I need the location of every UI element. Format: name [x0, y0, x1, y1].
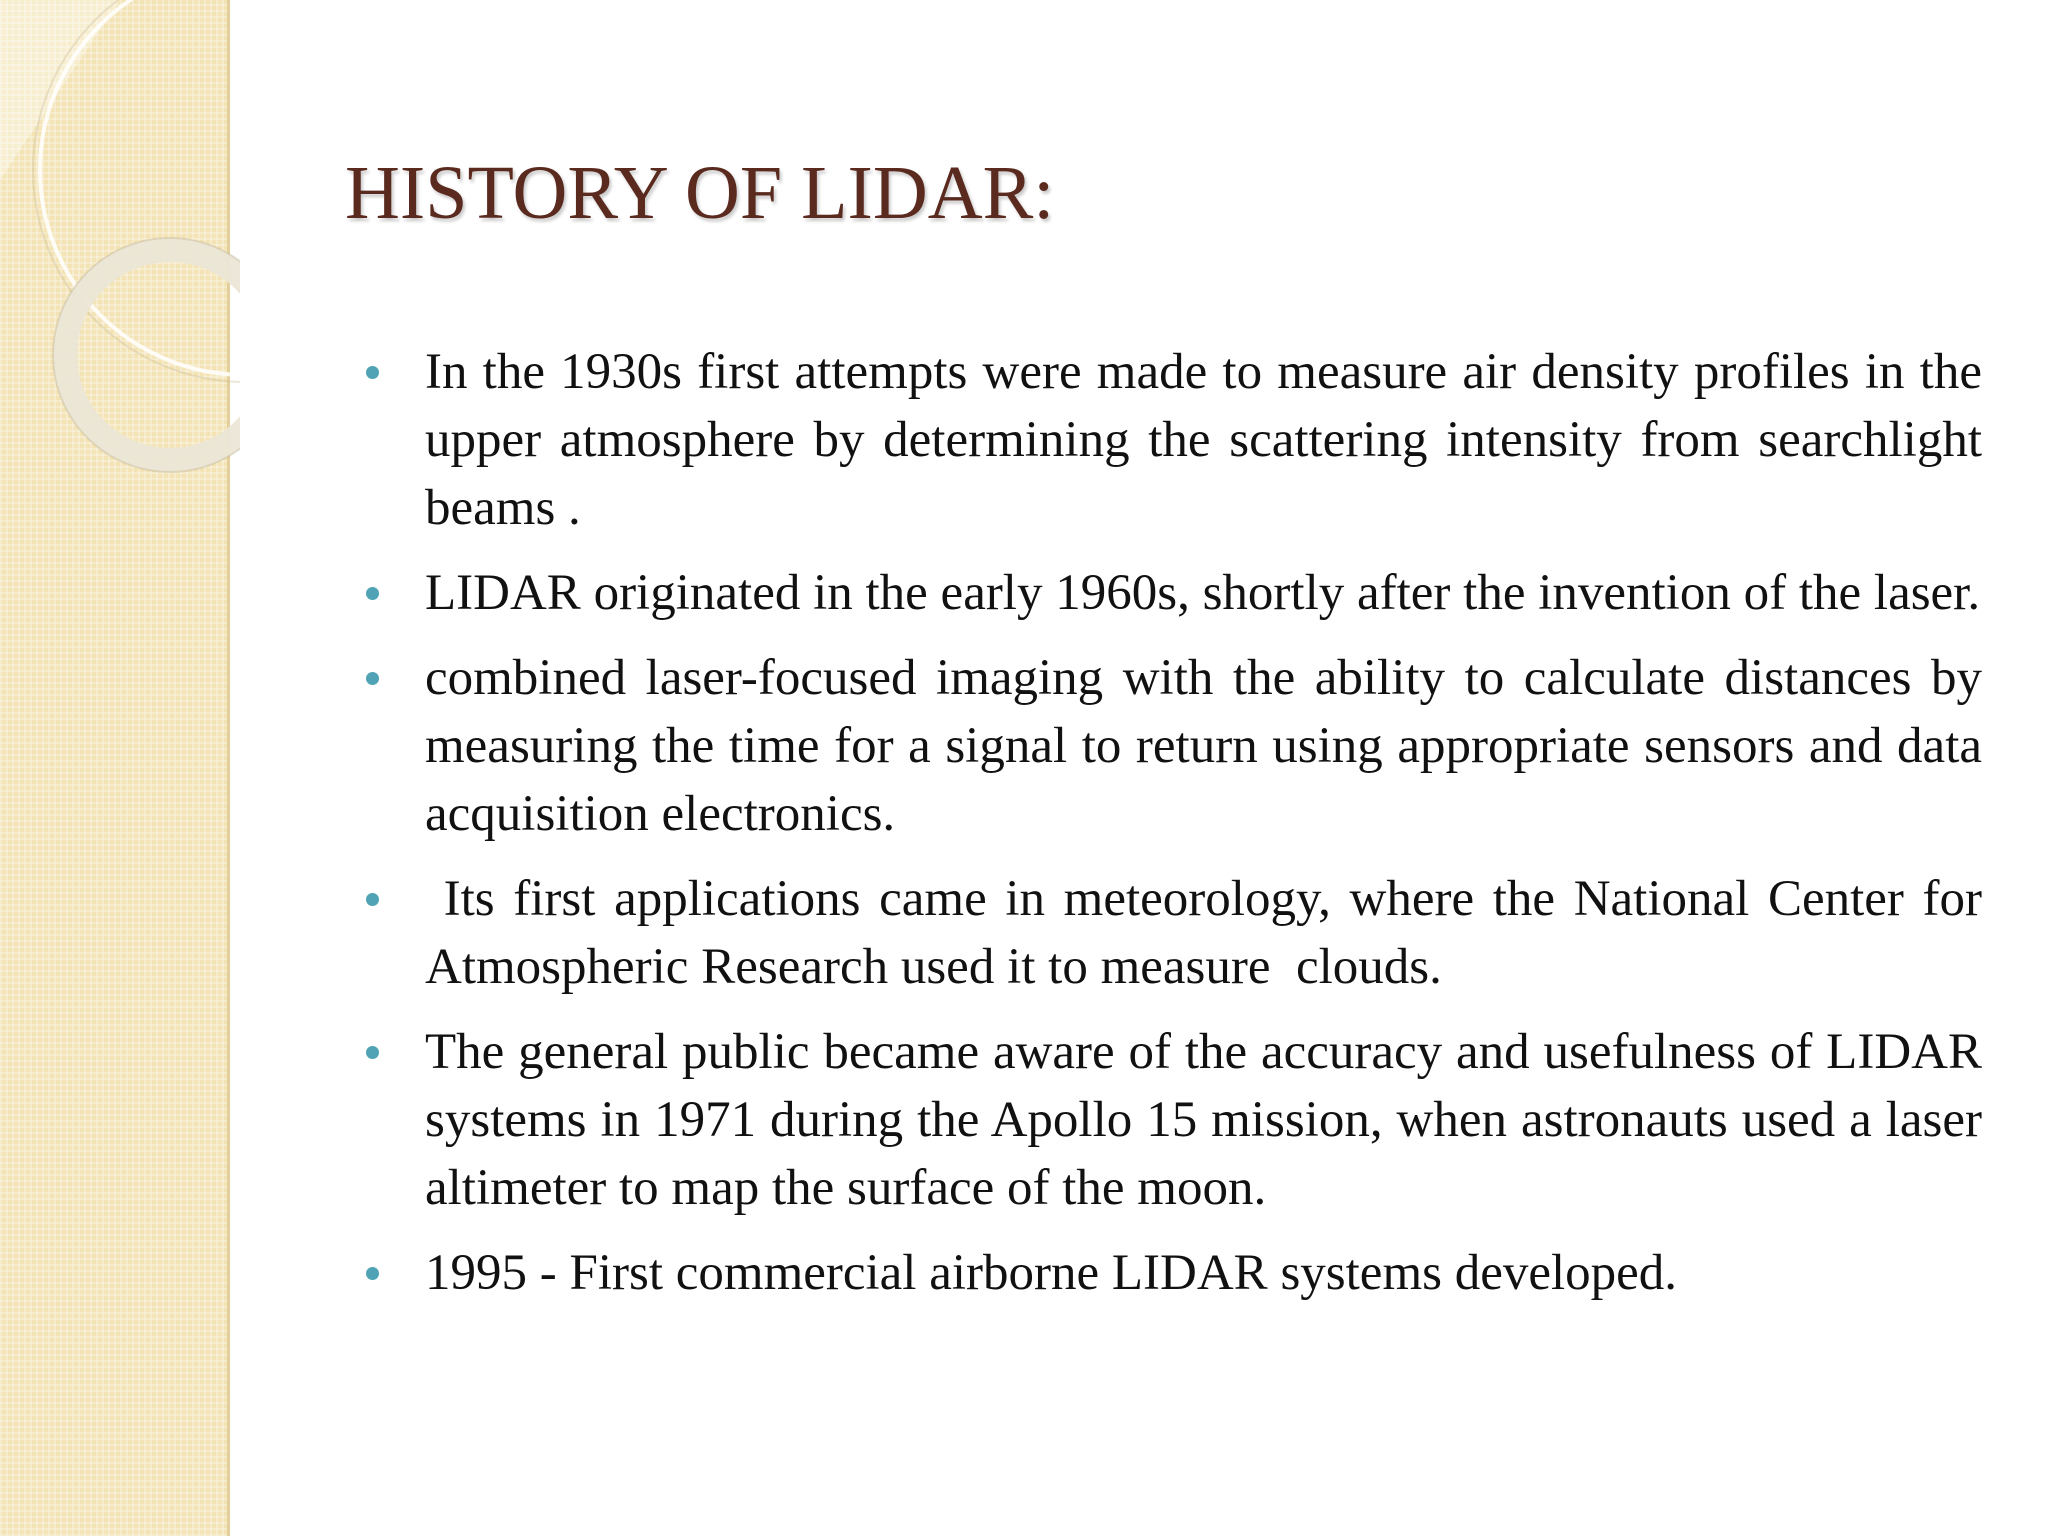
bullet-item: [360, 559, 1982, 627]
bullet-dot-icon: [366, 366, 379, 379]
bullet-dot-icon: [366, 893, 379, 906]
bullet-text: In the 1930s first attempts were made to measure air density profiles in the upper atmosphere by determining the scattering intensity from searchlight beams .: [425, 344, 1982, 536]
bullet-text: 1995 - First commercial airborne LIDAR systems developed.: [425, 1245, 1678, 1301]
bullet-item: [360, 338, 1982, 542]
bullet-item: [360, 644, 1982, 848]
bullet-dot-icon: [366, 587, 379, 600]
bullet-text: Its first applications came in meteorology, where the National Center for Atmospheric Research used it to measure clouds.: [425, 871, 1982, 995]
bullet-item: [360, 865, 1982, 1001]
decorative-rings-ornament: [0, 0, 240, 520]
bullet-text: The general public became aware of the accuracy and usefulness of LIDAR systems in 1971 during the Apollo 15 mission, when astronauts used a laser altimeter to map the surface of the moon.: [425, 1024, 1982, 1216]
bullet-text: combined laser-focused imaging with the ability to calculate distances by measuring the time for a signal to return using appropriate sensors and data acquisition electronics.: [425, 650, 1982, 842]
bullet-dot-icon: [366, 1267, 379, 1280]
bullet-dot-icon: [366, 672, 379, 685]
bullet-dot-icon: [366, 1046, 379, 1059]
slide-title: HISTORY OF LIDAR:: [345, 151, 1055, 235]
bullet-list: [360, 338, 1982, 1324]
bullet-text: LIDAR originated in the early 1960s, shortly after the invention of the laser.: [425, 565, 1981, 621]
bullet-item: [360, 1239, 1982, 1307]
bullet-item: [360, 1018, 1982, 1222]
